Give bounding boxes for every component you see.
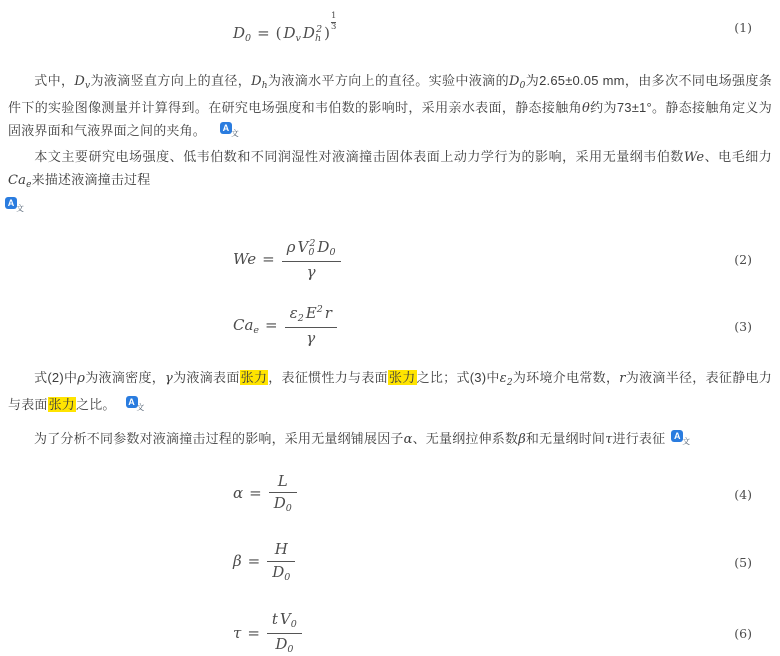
math-token: t: [271, 610, 278, 629]
equation-number: (4): [734, 486, 752, 502]
math-token: =: [247, 552, 261, 571]
equation-1: [0, 12, 780, 44]
math-token: ρ: [286, 237, 296, 256]
equation-formula: [232, 12, 337, 44]
equation-number: (1): [734, 20, 752, 36]
translate-a-badge: A: [5, 197, 17, 209]
paragraph-2: [0, 146, 780, 196]
equation-number: (2): [734, 252, 752, 268]
text-run: 为液滴密度，: [85, 370, 166, 386]
inline-math-sub: 2: [506, 378, 513, 389]
text-run: 式中，: [34, 72, 75, 88]
highlighted-term: 张力: [388, 370, 416, 386]
math-token: $D_0$: [233, 23, 252, 44]
numerator: [269, 473, 297, 492]
fraction: [285, 305, 337, 347]
equation-formula: [232, 239, 343, 281]
inline-math-sub: v: [84, 80, 91, 91]
text-run: 来描述液滴撞击过程: [31, 171, 151, 187]
text-run: 约为73±1°。静态接触角定义为固液界面和气液界面之间的夹角。: [8, 99, 772, 138]
math-token: $D_0$: [272, 562, 291, 583]
translate-cjk-glyph: 文: [136, 403, 145, 413]
inline-math-var: We: [683, 149, 705, 165]
fraction: [282, 239, 341, 281]
equation-3: [0, 305, 780, 347]
text-run: 为液滴竖直方向上的直径，: [90, 72, 252, 88]
text-run: 为液滴水平方向上的直径。实验中液滴的: [267, 72, 509, 88]
translate-icon[interactable]: [126, 396, 145, 411]
equation-number: (5): [734, 554, 752, 570]
inline-math-sub: e: [26, 179, 32, 190]
math-token: (: [275, 23, 282, 42]
inline-math-var: α: [403, 432, 413, 448]
translate-icon[interactable]: [5, 197, 24, 212]
math-token: $V_0$: [279, 610, 297, 631]
text-run: 为了分析不同参数对液滴撞击过程的影响，采用无量纲铺展因子: [34, 431, 404, 447]
math-token: H: [274, 540, 288, 559]
equation-number: (6): [734, 626, 752, 642]
math-token: γ: [306, 262, 316, 281]
math-token: α: [233, 484, 244, 503]
numerator: [285, 305, 337, 327]
equation-2: [0, 239, 780, 281]
translate-icon[interactable]: [671, 430, 690, 445]
numerator: [267, 541, 295, 560]
highlighted-term: 张力: [48, 397, 76, 413]
text-run: 为2.65±0.05 mm，由多次不同电场强度条件下的实验图像测量并计算得到。在研究电场强度和韦伯数的影响时，采用亲水表面，静态接触角: [8, 72, 772, 115]
document-body: [0, 12, 780, 656]
inline-math-var: β: [518, 432, 526, 448]
text-run: 为环境介电常数，: [512, 370, 620, 386]
fraction: [269, 473, 297, 515]
text-run: 、无量纲拉伸系数: [412, 431, 519, 447]
math-token: We: [233, 249, 257, 268]
translate-icon-line: [0, 197, 780, 215]
equation-6: [0, 611, 780, 656]
translate-icon[interactable]: [220, 122, 239, 137]
math-token: $\varepsilon_2$: [289, 303, 304, 324]
translate-cjk-glyph: 文: [16, 203, 24, 213]
text-run: 之比。: [76, 397, 116, 413]
inline-math-var: D: [74, 73, 85, 89]
paragraph-3: [0, 367, 780, 416]
text-run: ，表征惯性力与表面: [268, 370, 388, 386]
equation-formula: [232, 473, 299, 515]
text-run: 和无量纲时间: [525, 431, 606, 447]
inline-math-var: ρ: [77, 371, 86, 387]
inline-math-var: D: [251, 73, 262, 89]
denominator: [267, 561, 295, 584]
inline-math-var: τ: [605, 432, 613, 448]
math-token: $E^2$: [305, 303, 323, 322]
math-token: =: [265, 316, 278, 335]
paragraph-4: [0, 428, 780, 451]
math-token: =: [262, 249, 275, 268]
equation-formula: [232, 541, 297, 583]
text-run: 本文主要研究电场强度、低韦伯数和不同润湿性对液滴撞击固体表面上动力学行为的影响，采用无量纲韦伯数: [34, 148, 684, 164]
math-token: $Ca_e$: [233, 316, 260, 337]
text-run: 式(2)中: [34, 370, 78, 386]
translate-cjk-glyph: 文: [230, 128, 240, 138]
inline-math-var: D: [508, 73, 520, 89]
translate-a-badge: A: [671, 430, 683, 442]
text-run: 之比；式(3)中: [416, 370, 500, 386]
math-token: $V_0^2$: [297, 237, 316, 258]
translate-cjk-glyph: 文: [682, 437, 691, 447]
inline-math-var: r: [619, 371, 626, 387]
inline-math-var: θ: [581, 100, 590, 116]
inline-math-var: γ: [165, 371, 174, 387]
inline-math-sub: h: [261, 80, 268, 91]
denominator: [282, 261, 341, 281]
exponent-fraction: 1 3: [330, 11, 337, 32]
inline-math-sub: 0: [519, 80, 526, 91]
highlighted-term: 张力: [240, 370, 268, 386]
math-token: τ: [233, 623, 242, 642]
math-token: γ: [306, 328, 316, 347]
denominator: [285, 327, 337, 347]
math-token: $D_h^2$: [302, 23, 323, 44]
text-run: 进行表征: [612, 431, 666, 447]
equation-number: (3): [734, 318, 752, 334]
denominator: [269, 492, 297, 515]
math-token: $D_v$: [283, 23, 301, 44]
translate-a-badge: A: [220, 122, 232, 134]
math-token: =: [249, 484, 262, 503]
math-token: =: [257, 23, 270, 42]
numerator: [282, 239, 341, 261]
equation-formula: [232, 611, 304, 656]
denominator: [267, 633, 302, 656]
math-token: r: [324, 303, 332, 322]
fraction: [267, 611, 302, 656]
math-token: $D_0$: [273, 494, 292, 515]
math-token: ) $^{\frac{1}{3}}$: [324, 11, 337, 42]
equation-formula: [232, 305, 339, 347]
math-token: $D_0$: [275, 635, 294, 656]
numerator: [267, 611, 302, 633]
translate-a-badge: A: [126, 396, 138, 408]
equation-4: [0, 473, 780, 515]
inline-math-var: ε: [499, 371, 507, 387]
equation-5: [0, 541, 780, 583]
math-token: β: [233, 552, 242, 571]
math-token: L: [277, 472, 288, 491]
fraction: [267, 541, 295, 583]
text-run: 为液滴半径，表征静电力与表面: [8, 370, 772, 413]
text-run: 为液滴表面: [173, 370, 240, 386]
math-token: $D_0$: [317, 237, 336, 258]
math-token: =: [247, 623, 260, 642]
text-run: 、电毛细力: [704, 148, 772, 164]
inline-math-var: Ca: [8, 172, 27, 188]
paragraph-1: [0, 70, 780, 142]
